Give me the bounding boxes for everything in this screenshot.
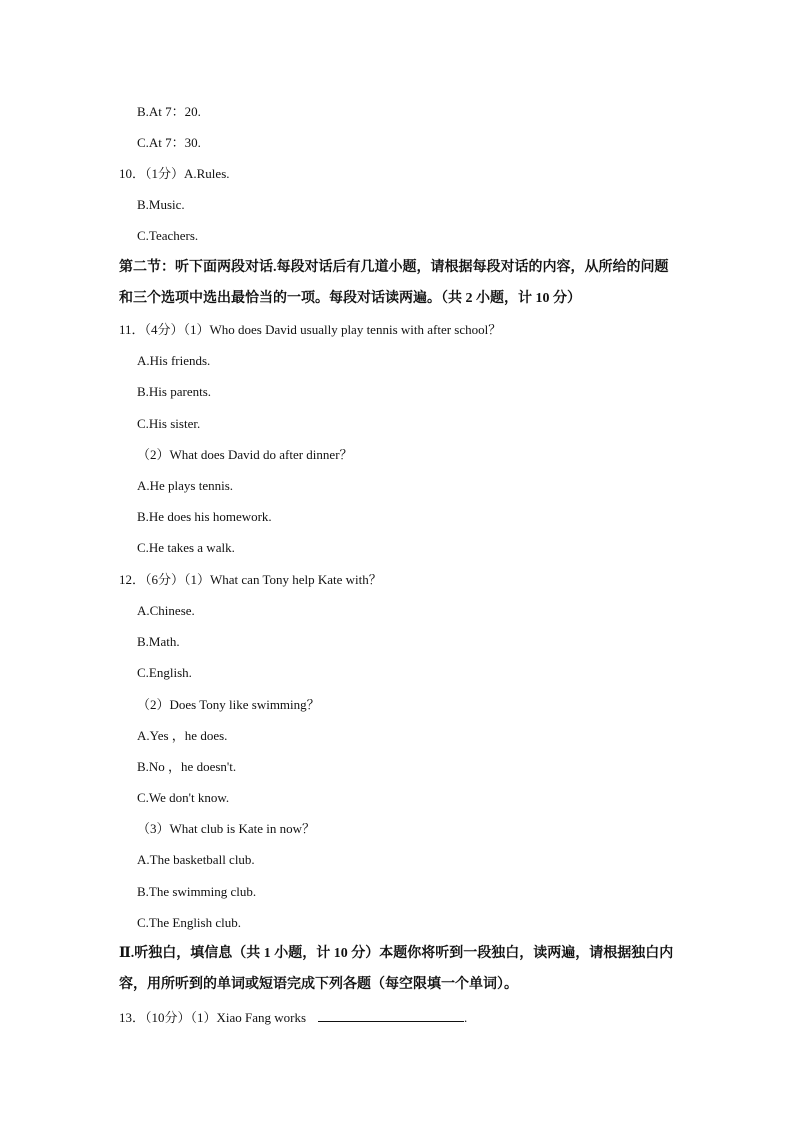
q12-3-option-b: B.The swimming club. <box>137 884 257 899</box>
q11-2-option-b: B.He does his homework. <box>137 509 272 524</box>
q12-question-3: （3）What club is Kate in now？ <box>137 821 315 836</box>
q11-2-option-c: C.He takes a walk. <box>137 540 235 555</box>
q11-1-option-b: B.His parents. <box>137 384 212 399</box>
q12-3-option-c: C.The English club. <box>137 915 241 930</box>
q12-1-option-c: C.English. <box>137 665 192 680</box>
q9-option-c: C.At 7：30. <box>137 135 201 150</box>
q11-1-option-a: A.His friends. <box>137 353 211 368</box>
q11-2-option-a: A.He plays tennis. <box>137 478 234 493</box>
section2-heading-line1: 第二节：听下面两段对话.每段对话后有几道小题，请根据每段对话的内容，从所给的问题 <box>119 260 669 275</box>
q13-prompt: 13．（10分）（1）Xiao Fang works <box>119 1010 307 1025</box>
q12-1-option-b: B.Math. <box>137 634 180 649</box>
q11-1-option-c: C.His sister. <box>137 416 201 431</box>
q12-1-option-a: A.Chinese. <box>137 603 195 618</box>
q12-3-option-a: A.The basketball club. <box>137 852 255 867</box>
q10-option-b: B.Music. <box>137 197 185 212</box>
section3-heading-line2: 容，用所听到的单词或短语完成下列各题（每空限填一个单词）。 <box>119 977 518 992</box>
q11-question-2: （2）What does David do after dinner？ <box>137 447 353 462</box>
q12-2-option-c: C.We don't know. <box>137 790 230 805</box>
q9-option-b: B.At 7：20. <box>137 104 201 119</box>
section2-heading-line2: 和三个选项中选出最恰当的一项。每段对话读两遍。（共 2 小题，计 10 分） <box>119 291 581 306</box>
q13-period: . <box>464 1010 468 1025</box>
q12-2-option-a: A.Yes ，he does. <box>137 728 228 743</box>
q13-answer-blank[interactable] <box>318 1009 464 1022</box>
q12-question-2: （2）Does Tony like swimming？ <box>137 697 320 712</box>
q10-option-a: 10．（1分）A.Rules. <box>119 166 230 181</box>
q10-option-c: C.Teachers. <box>137 228 199 243</box>
section3-heading-line1: Ⅱ.听独白，填信息（共 1 小题，计 10 分）本题你将听到一段独白，读两遍，请根据独白内 <box>119 946 674 961</box>
q12-question-1: 12．（6分）（1）What can Tony help Kate with？ <box>119 572 382 587</box>
q11-question-1: 11．（4分）（1）Who does David usually play tennis with after school？ <box>119 322 502 337</box>
q12-2-option-b: B.No ，he doesn't. <box>137 759 237 774</box>
q13-question-1 <box>119 1009 467 1026</box>
